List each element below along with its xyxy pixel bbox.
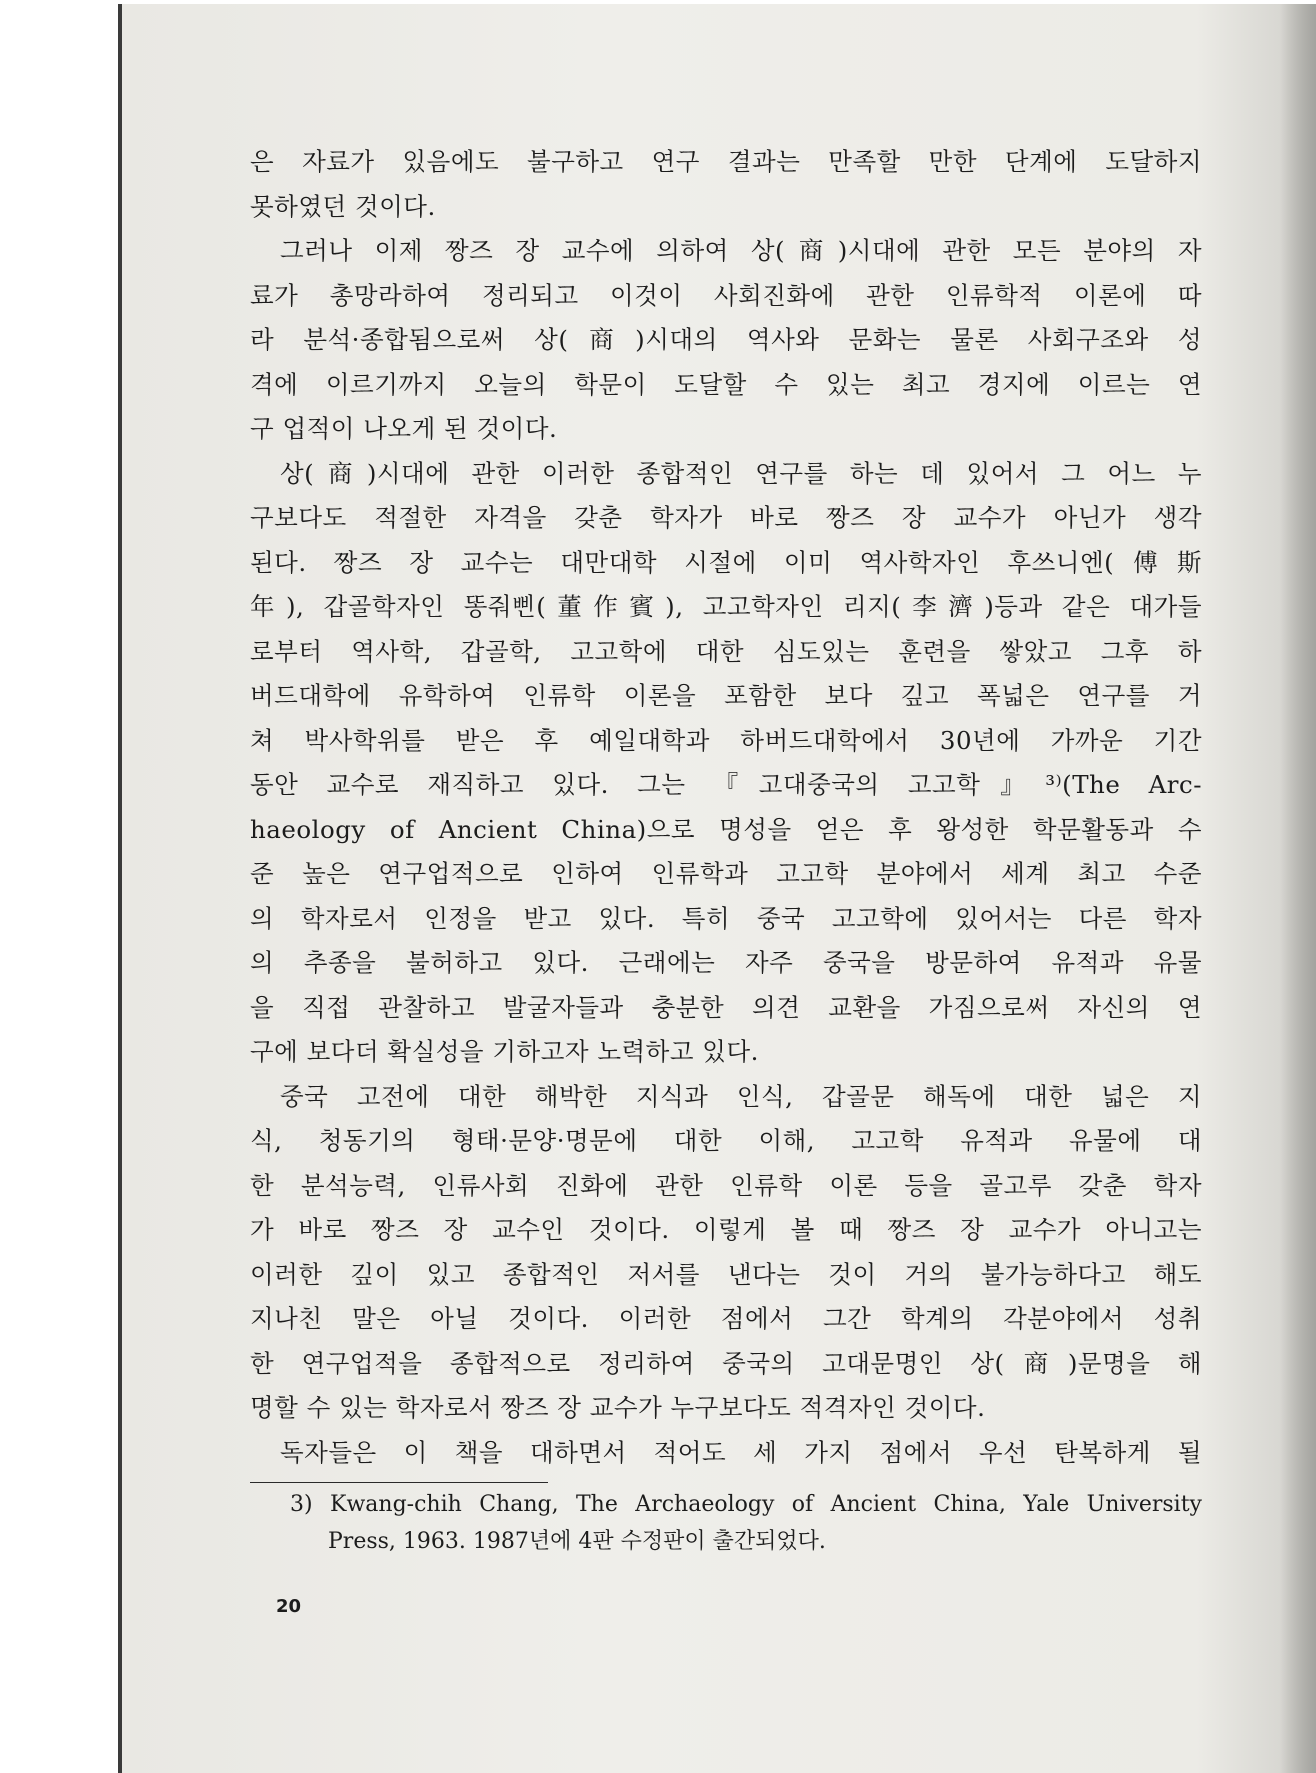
text-line: haeology of Ancient China)으로 명성을 얻은 후 왕성한 학문활동과 수: [250, 814, 1202, 844]
text-line: 버드대학에 유학하여 인류학 이론을 포함한 보다 깊고 폭넓은 연구를 거: [250, 681, 1202, 710]
text-line: 격에 이르기까지 오늘의 학문이 도달할 수 있는 최고 경지에 이르는 연: [250, 369, 1202, 399]
text-line: 이러한 깊이 있고 종합적인 저서를 낸다는 것이 거의 불가능하다고 해도: [250, 1259, 1202, 1289]
page-number: 20: [276, 1596, 302, 1617]
text-line: 된다. 짱즈 장 교수는 대만대학 시절에 이미 역사학자인 후쓰니엔(傅斯: [250, 547, 1202, 577]
body-text: [250, 140, 1202, 1475]
footnote-line: 3) Kwang-chih Chang, The Archaeology of Ancient China, Yale University: [290, 1492, 1202, 1517]
text-line: 로부터 역사학, 갑골학, 고고학에 대한 심도있는 훈련을 쌓았고 그후 하: [250, 636, 1202, 666]
text-line: 명할 수 있는 학자로서 짱즈 장 교수가 누구보다도 적격자인 것이다.: [250, 1393, 986, 1422]
text-line: 의 학자로서 인정을 받고 있다. 특히 중국 고고학에 있어서는 다른 학자: [250, 903, 1202, 933]
text-line: 구보다도 적절한 자격을 갖춘 학자가 바로 짱즈 장 교수가 아닌가 생각: [250, 503, 1202, 532]
text-line: 의 추종을 불허하고 있다. 근래에는 자주 중국을 방문하여 유적과 유물: [250, 948, 1202, 977]
text-line: 지나친 말은 아닐 것이다. 이러한 점에서 그간 학계의 각분야에서 성취: [250, 1304, 1202, 1333]
footnote-divider: [250, 1482, 548, 1483]
text-line: 독자들은 이 책을 대하면서 적어도 세 가지 점에서 우선 탄복하게 될: [280, 1437, 1202, 1467]
text-line: 구 업적이 나오게 된 것이다.: [250, 414, 558, 443]
text-line: 못하였던 것이다.: [250, 191, 436, 221]
text-line: 한 연구업적을 종합적으로 정리하여 중국의 고대문명인 상(商)문명을 해: [250, 1348, 1202, 1378]
page-edge-shadow: [1280, 4, 1316, 1773]
text-line: 동안 교수로 재직하고 있다. 그는 『고대중국의 고고학』³⁾(The Arc-: [250, 770, 1202, 799]
text-line: 식, 청동기의 형태·문양·명문에 대한 이해, 고고학 유적과 유물에 대: [250, 1126, 1202, 1155]
text-line: 쳐 박사학위를 받은 후 예일대학과 하버드대학에서 30년에 가까운 기간: [250, 725, 1202, 755]
text-line: 준 높은 연구업적으로 인하여 인류학과 고고학 분야에서 세계 최고 수준: [250, 859, 1202, 888]
text-line: 한 분석능력, 인류사회 진화에 관한 인류학 이론 등을 골고루 갖춘 학자: [250, 1170, 1202, 1200]
text-line: 상(商)시대에 관한 이러한 종합적인 연구를 하는 데 있어서 그 어느 누: [280, 458, 1202, 488]
text-line: 료가 총망라하여 정리되고 이것이 사회진화에 관한 인류학적 이론에 따: [250, 280, 1202, 310]
text-line: 구에 보다더 확실성을 기하고자 노력하고 있다.: [250, 1037, 759, 1066]
text-line: 라 분석·종합됨으로써 상(商)시대의 역사와 문화는 물론 사회구조와 성: [250, 325, 1202, 354]
text-line: 은 자료가 있음에도 불구하고 연구 결과는 만족할 만한 단계에 도달하지: [250, 147, 1202, 176]
text-line: 을 직접 관찰하고 발굴자들과 충분한 의견 교환을 가짐으로써 자신의 연: [250, 992, 1202, 1022]
text-line: 年), 갑골학자인 똥줘삔(董作賓), 고고학자인 리지(李濟)등과 같은 대가들: [250, 592, 1203, 621]
footnote-line: Press, 1963. 1987년에 4판 수정판이 출간되었다.: [328, 1529, 826, 1554]
footnote: [290, 1486, 1202, 1560]
text-line: 중국 고전에 대한 해박한 지식과 인식, 갑골문 해독에 대한 넓은 지: [280, 1081, 1202, 1111]
text-line: 그러나 이제 짱즈 장 교수에 의하여 상(商)시대에 관한 모든 분야의 자: [280, 236, 1202, 265]
text-line: 가 바로 짱즈 장 교수인 것이다. 이렇게 볼 때 짱즈 장 교수가 아니고는: [250, 1215, 1202, 1244]
